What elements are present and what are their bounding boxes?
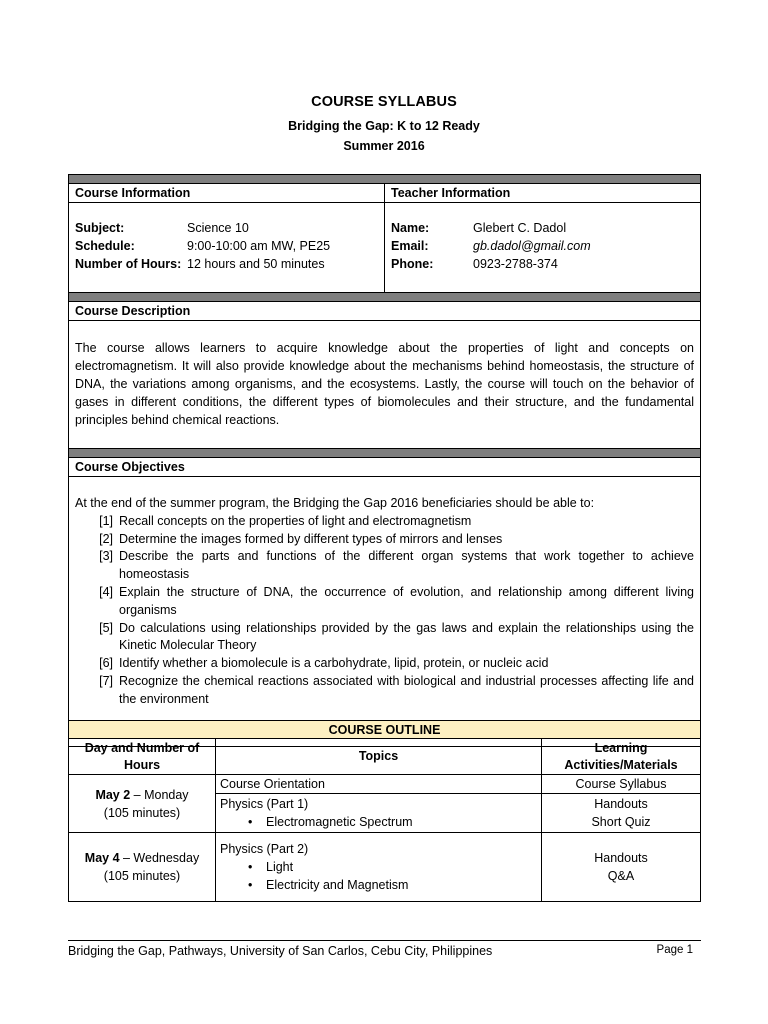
objective-item <box>75 531 694 549</box>
page-number: Page 1 <box>656 944 693 956</box>
teacher-info-body <box>385 203 700 293</box>
topic-cell: Course Orientation <box>216 775 542 794</box>
topic-bullet <box>220 858 537 876</box>
name-row <box>391 219 700 237</box>
activity-cell <box>542 794 701 833</box>
day-weekday: – Monday <box>130 787 189 802</box>
day-cell <box>69 833 216 902</box>
topic-cell <box>216 794 542 833</box>
subject-row <box>75 219 384 237</box>
teacher-info-column <box>385 184 700 293</box>
day-duration: (105 minutes) <box>103 869 181 883</box>
objective-number: [5] <box>99 620 113 635</box>
activity-item: Handouts <box>594 797 648 811</box>
syllabus-box <box>68 174 701 747</box>
syllabus-sheet <box>68 174 701 892</box>
page-footer <box>68 940 701 958</box>
objective-item <box>75 513 694 531</box>
objective-text: Do calculations using relationships provided by the gas laws and explain the relationships using the Kinetic Molecular Theory <box>119 620 694 653</box>
table-row <box>69 775 701 794</box>
objective-text: Recall concepts on the properties of light and electromagnetism <box>119 513 472 528</box>
course-description-text: The course allows learners to acquire knowledge about the properties of light and concepts on electromagnetism. It will also provide knowledge about the mechanisms behind homeostasis, the structure of DNA, the variations among organisms, and the ecosystems. Lastly, the course will touch on the behavior of gases in different conditions, the different types of biomolecules and their structure, and the fundamental principles behind chemical reactions. <box>69 321 700 449</box>
section-band <box>69 175 700 184</box>
day-weekday: – Wednesday <box>119 851 200 865</box>
topic-bullet <box>220 813 537 831</box>
document-title: COURSE SYLLABUS <box>311 94 457 110</box>
name-value: Glebert C. Dadol <box>473 221 567 235</box>
objective-number: [3] <box>99 549 113 564</box>
email-label: Email: <box>391 239 429 253</box>
schedule-row <box>75 237 384 255</box>
objective-text: Explain the structure of DNA, the occurrence of evolution, and relationship among different living organisms <box>119 584 694 617</box>
hours-value: 12 hours and 50 minutes <box>187 257 325 271</box>
col-day-header: Day and Number of Hours <box>69 739 216 775</box>
phone-value: 0923-2788-374 <box>473 257 558 271</box>
course-info-heading: Course Information <box>69 184 384 203</box>
section-band <box>69 293 700 302</box>
email-row <box>391 237 700 255</box>
section-band <box>69 449 700 458</box>
schedule-value: 9:00-10:00 am MW, PE25 <box>187 239 331 253</box>
activity-cell: Course Syllabus <box>542 775 701 794</box>
topic-bullet-text: Electricity and Magnetism <box>266 878 409 892</box>
document-header <box>0 94 768 153</box>
phone-label: Phone: <box>391 257 434 271</box>
course-info-column <box>69 184 385 293</box>
day-date: May 2 <box>95 787 131 802</box>
objective-item <box>75 548 694 584</box>
objective-text: Determine the images formed by different types of mirrors and lenses <box>119 531 503 546</box>
topic-title: Physics (Part 1) <box>220 797 309 811</box>
footer-text: Bridging the Gap, Pathways, University of San Carlos, Cebu City, Philippines <box>68 944 493 958</box>
info-section <box>69 184 700 293</box>
outline-header-row <box>69 739 701 775</box>
objective-text: Identify whether a biomolecule is a carbohydrate, lipid, protein, or nucleic acid <box>119 656 549 671</box>
objective-number: [2] <box>99 531 113 546</box>
day-date: May 4 <box>84 851 120 865</box>
teacher-info-heading: Teacher Information <box>385 184 700 203</box>
subject-value: Science 10 <box>187 221 249 235</box>
course-outline-title: COURSE OUTLINE <box>69 721 701 739</box>
email-link[interactable]: gb.dadol@gmail.com <box>473 239 591 253</box>
topic-bullet-text: Electromagnetic Spectrum <box>266 815 413 829</box>
objective-number: [7] <box>99 673 113 688</box>
objectives-list <box>75 513 694 709</box>
objective-text: Recognize the chemical reactions associated with biological and industrial processes affecting life and the environment <box>119 673 694 706</box>
activity-item: Short Quiz <box>591 815 651 829</box>
course-description-heading: Course Description <box>69 302 700 321</box>
course-info-body <box>69 203 384 293</box>
topic-cell <box>216 833 542 902</box>
day-duration: (105 minutes) <box>103 805 181 820</box>
topic-bullet-text: Light <box>266 860 294 874</box>
objective-item <box>75 673 694 709</box>
day-line <box>73 786 211 804</box>
objective-number: [6] <box>99 656 113 671</box>
col-topics-header: Topics <box>216 739 542 775</box>
activity-item: Q&A <box>607 869 635 883</box>
topic-title: Physics (Part 2) <box>220 842 309 856</box>
activity-item: Handouts <box>594 851 648 865</box>
course-outline-table <box>68 720 701 902</box>
document-subtitle: Bridging the Gap: K to 12 Ready <box>288 119 480 133</box>
activity-cell <box>542 833 701 902</box>
schedule-label: Schedule: <box>75 239 135 253</box>
objective-number: [4] <box>99 584 113 599</box>
objective-item <box>75 655 694 673</box>
topic-bullet <box>220 876 537 894</box>
objective-text: Describe the parts and functions of the different organ systems that work together to achieve homeostasis <box>119 549 694 582</box>
objective-number: [1] <box>99 513 113 528</box>
subject-label: Subject: <box>75 221 125 235</box>
hours-row <box>75 255 384 273</box>
objectives-intro: At the end of the summer program, the Bridging the Gap 2016 beneficiaries should be able to: <box>75 496 595 510</box>
phone-row <box>391 255 700 273</box>
day-cell <box>69 775 216 833</box>
course-objectives-heading: Course Objectives <box>69 458 700 477</box>
table-row <box>69 833 701 902</box>
col-activities-header: Learning Activities/Materials <box>542 739 701 775</box>
course-objectives-body <box>69 477 700 728</box>
objective-item <box>75 584 694 620</box>
hours-label: Number of Hours: <box>75 257 182 271</box>
objective-item <box>75 620 694 656</box>
day-line <box>73 849 211 867</box>
name-label: Name: <box>391 221 430 235</box>
document-term: Summer 2016 <box>343 139 425 153</box>
